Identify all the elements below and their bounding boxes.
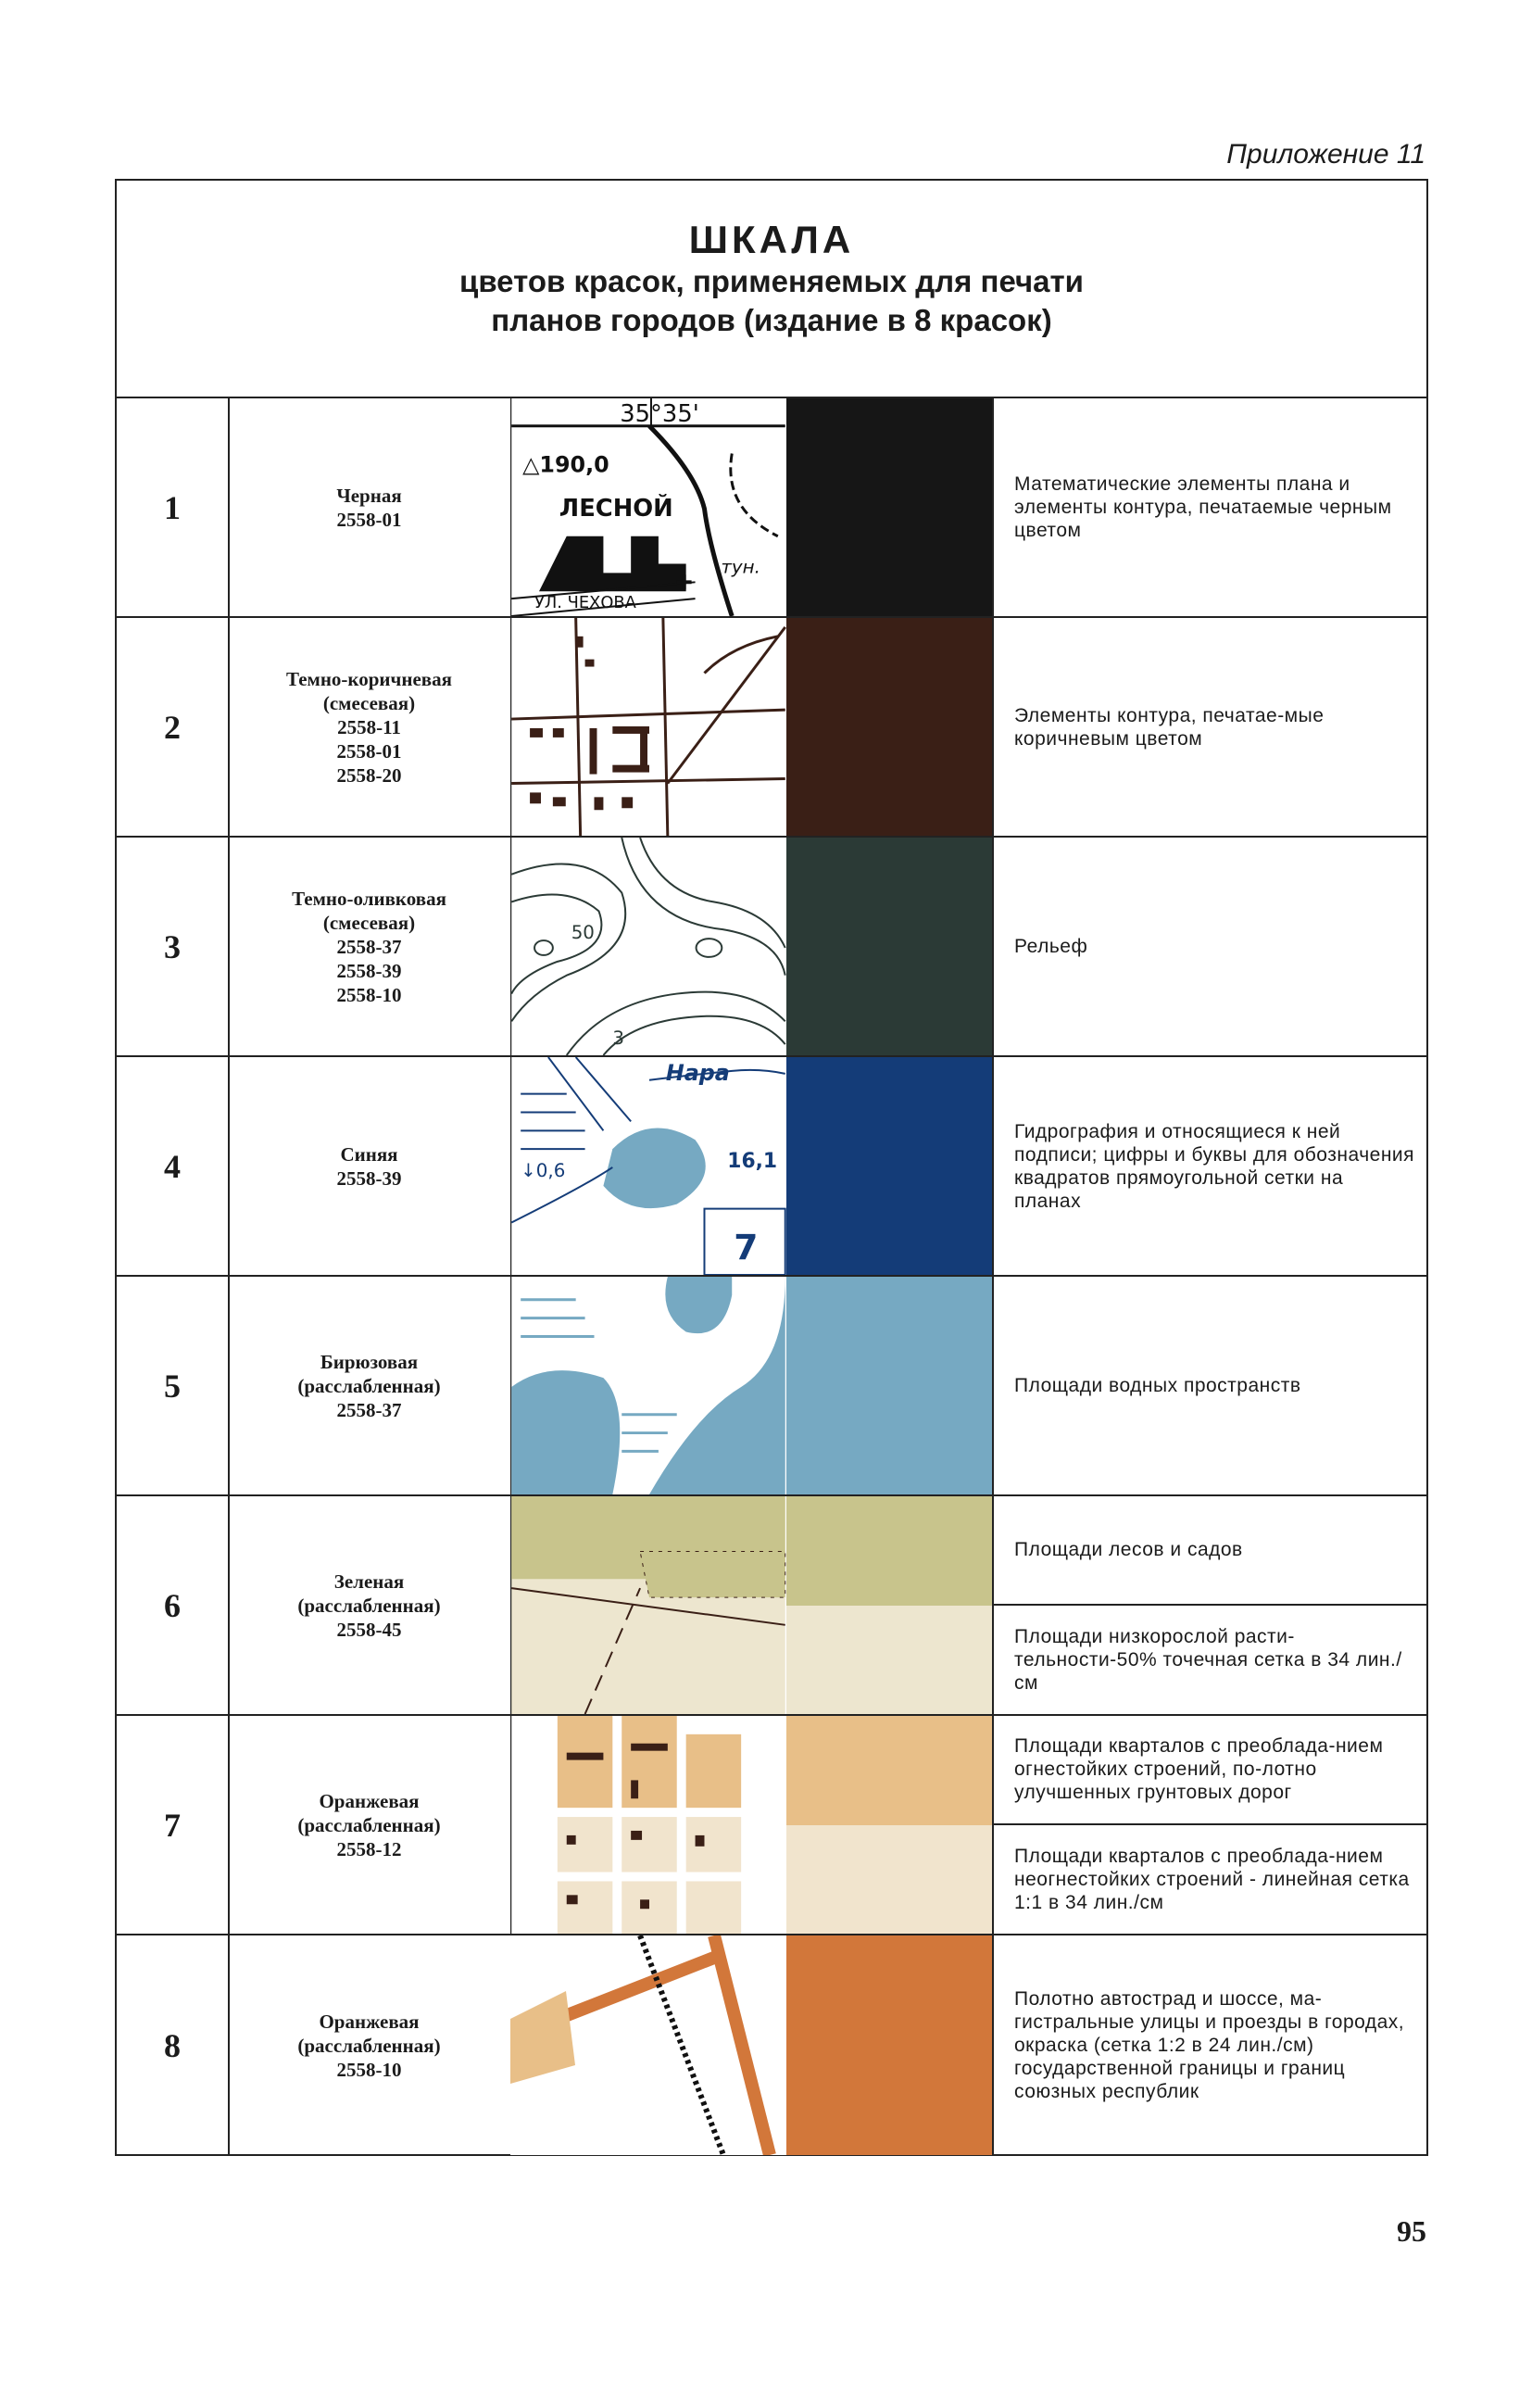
swatch-orange-tint bbox=[786, 1825, 992, 1935]
map-sample-brown bbox=[510, 618, 786, 836]
table-row bbox=[117, 838, 1426, 1057]
row-number: 7 bbox=[117, 1716, 230, 1934]
map-sample-black bbox=[510, 398, 786, 616]
color-scale-table bbox=[115, 179, 1428, 2156]
table-row bbox=[117, 1496, 1426, 1716]
swatch-dark-brown bbox=[786, 618, 992, 836]
map-sample-blocks bbox=[510, 1716, 786, 1934]
ink-name: Бирюзовая (расслабленная) 2558-37 bbox=[228, 1277, 512, 1494]
title-line-3: планов городов (издание в 8 красок) bbox=[491, 303, 1052, 337]
ink-name: Темно-коричневая (смесевая) 2558-11 2558-01 2558-20 bbox=[228, 618, 512, 836]
color-swatch bbox=[786, 838, 992, 1055]
color-swatch bbox=[786, 1277, 992, 1494]
ink-name: Черная 2558-01 bbox=[228, 398, 512, 616]
table-row bbox=[117, 1277, 1426, 1496]
usage-description: Площади кварталов с преоблада-нием огнестойких строений, по-лотно улучшенных грунтовых дорог Площади кварталов с преоблада-нием неогнестойких строений - линейная сетка 1:1 в 34 лин./см bbox=[992, 1716, 1426, 1934]
map-coord-label: 35°35' bbox=[620, 399, 699, 428]
usage-description: Элементы контура, печатае-мые коричневым цветом bbox=[992, 618, 1426, 836]
title-line-2: цветов красок, применяемых для печати bbox=[459, 264, 1084, 298]
ink-name: Зеленая (расслабленная) 2558-45 bbox=[228, 1496, 512, 1714]
usage-description: Площади лесов и садов Площади низкорослой расти-тельности-50% точечная сетка в 34 лин./см bbox=[992, 1496, 1426, 1714]
color-swatch bbox=[786, 1716, 992, 1934]
table-row bbox=[117, 618, 1426, 838]
swatch-orange-light bbox=[786, 1716, 992, 1825]
color-swatch bbox=[786, 1496, 992, 1714]
usage-description: Рельеф bbox=[992, 838, 1426, 1055]
map-place-label: ЛЕСНОЙ bbox=[559, 494, 673, 523]
appendix-label: Приложение 11 bbox=[1226, 139, 1425, 170]
swatch-green-tint bbox=[786, 1606, 992, 1715]
color-swatch bbox=[786, 398, 992, 616]
swatch-black bbox=[786, 398, 992, 616]
row-number: 5 bbox=[117, 1277, 230, 1494]
map-contour-label-3: 3 bbox=[612, 1027, 624, 1050]
usage-description: Математические элементы плана и элементы контура, печатаемые черным цветом bbox=[992, 398, 1426, 616]
map-sample-roads bbox=[510, 1935, 786, 2155]
swatch-orange bbox=[786, 1935, 992, 2155]
row-number: 4 bbox=[117, 1057, 230, 1275]
map-level-label: 16,1 bbox=[727, 1149, 778, 1173]
ink-name: Темно-оливковая (смесевая) 2558-37 2558-39 2558-10 bbox=[228, 838, 512, 1055]
row-number: 6 bbox=[117, 1496, 230, 1714]
row-number: 2 bbox=[117, 618, 230, 836]
row-number: 1 bbox=[117, 398, 230, 616]
map-sample-water bbox=[510, 1277, 786, 1494]
ink-name: Оранжевая (расслабленная) 2558-10 bbox=[228, 1935, 512, 2155]
color-swatch bbox=[786, 1935, 992, 2155]
table-row bbox=[117, 398, 1426, 618]
map-sample-hydrography bbox=[510, 1057, 786, 1275]
ink-name: Синяя 2558-39 bbox=[228, 1057, 512, 1275]
row-number: 3 bbox=[117, 838, 230, 1055]
map-depth-label: ↓0,6 bbox=[521, 1159, 566, 1181]
color-swatch bbox=[786, 1057, 992, 1275]
usage-description: Полотно автострад и шоссе, ма-гистральные улицы и проезды в городах, окраска (сетка 1:2 в 24 лин./см) государственной границы и границ союзных республик bbox=[992, 1935, 1426, 2155]
map-height-label: △190,0 bbox=[522, 451, 609, 478]
swatch-blue bbox=[786, 1057, 992, 1275]
page-number: 95 bbox=[1397, 2214, 1426, 2248]
table-row bbox=[117, 1057, 1426, 1277]
table-row bbox=[117, 1716, 1426, 1935]
map-square-label: 7 bbox=[734, 1227, 759, 1268]
usage-description: Гидрография и относящиеся к ней подписи; цифры и буквы для обозначения квадратов прямоугольной сетки на планах bbox=[992, 1057, 1426, 1275]
usage-description: Площади водных пространств bbox=[992, 1277, 1426, 1494]
map-street-label: УЛ. ЧЕХОВА bbox=[534, 593, 636, 613]
swatch-turquoise bbox=[786, 1277, 992, 1494]
row-number: 8 bbox=[117, 1935, 230, 2155]
table-row bbox=[117, 1935, 1426, 2155]
map-contour-label-50: 50 bbox=[571, 922, 595, 944]
swatch-green bbox=[786, 1496, 992, 1606]
map-sample-vegetation bbox=[510, 1496, 786, 1714]
table-header bbox=[117, 181, 1426, 398]
map-tunnel-label: тун. bbox=[721, 556, 760, 578]
map-sample-relief bbox=[510, 838, 786, 1055]
title-main: ШКАЛА bbox=[688, 218, 855, 261]
ink-name: Оранжевая (расслабленная) 2558-12 bbox=[228, 1716, 512, 1934]
map-river-label: Нара bbox=[665, 1059, 730, 1086]
swatch-dark-olive bbox=[786, 838, 992, 1055]
color-swatch bbox=[786, 618, 992, 836]
